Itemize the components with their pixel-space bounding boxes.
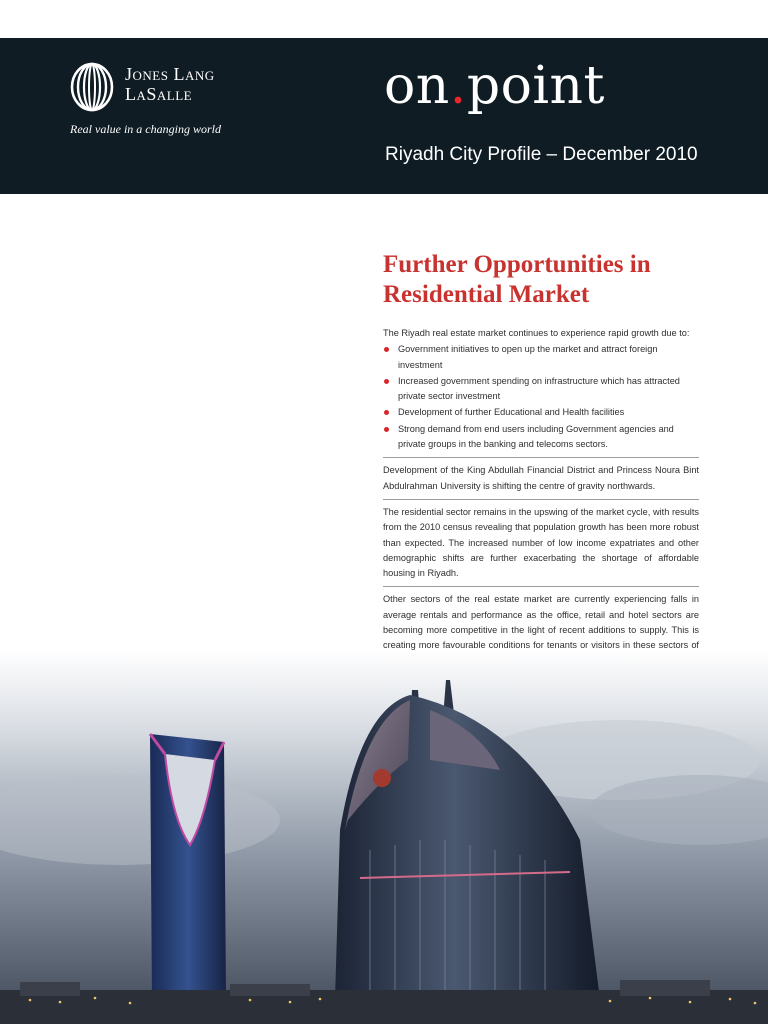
- article-headline: [383, 250, 699, 310]
- logo-line-1: Jones Lang: [125, 64, 215, 84]
- list-item: Development of further Educational and Health facilities: [383, 405, 699, 420]
- list-item: Government initiatives to open up the market and attract foreign investment: [383, 342, 699, 373]
- headline-line-1: Further Opportunities in: [383, 251, 651, 278]
- header-banner: [0, 38, 768, 194]
- brand-dot: .: [449, 56, 467, 116]
- divider: [383, 586, 699, 587]
- intro-paragraph: The Riyadh real estate market continues to experience rapid growth due to:: [383, 328, 690, 338]
- list-item: Increased government spending on infrastructure which has attracted private sector investment: [383, 374, 699, 405]
- paragraph: Development of the King Abdullah Financial District and Princess Noura Bint Abdulrahman University is shifting the centre of gravity northwards.: [383, 465, 699, 491]
- divider: [383, 457, 699, 458]
- brand-part-2: point: [466, 56, 605, 116]
- article-column: [383, 250, 699, 669]
- list-item: Strong demand from end users including Government agencies and private groups in the banking and telecoms sectors.: [383, 422, 699, 453]
- brand-part-1: on: [384, 56, 450, 116]
- riyadh-skyline-photo: [0, 650, 768, 1024]
- growth-factors-list: [383, 342, 699, 452]
- divider: [383, 499, 699, 500]
- company-logo-text: [125, 64, 215, 104]
- logo-line-2: LaSalle: [125, 84, 193, 104]
- headline-line-2: Residential Market: [383, 281, 590, 308]
- publication-brand: [384, 54, 605, 118]
- paragraph: The residential sector remains in the upswing of the market cycle, with results from the 2010 census revealing that population growth has been more robust than expected. The increased number of low income expatriates and other demographic shifts are further exacerbating the shortage of affordable housing in Riyadh.: [383, 506, 699, 579]
- company-tagline: Real value in a changing world: [70, 122, 221, 136]
- report-subtitle: Riyadh City Profile – December 2010: [385, 144, 698, 165]
- paragraph: Other sectors of the real estate market are currently experiencing falls in average rentals and performance as the office, retail and hotel sectors are becoming more competitive in the light of recent additions to supply. This is creating more favourable conditions for tenants or visitors in these sectors of: [383, 594, 699, 651]
- globe-logo-icon: [70, 62, 114, 112]
